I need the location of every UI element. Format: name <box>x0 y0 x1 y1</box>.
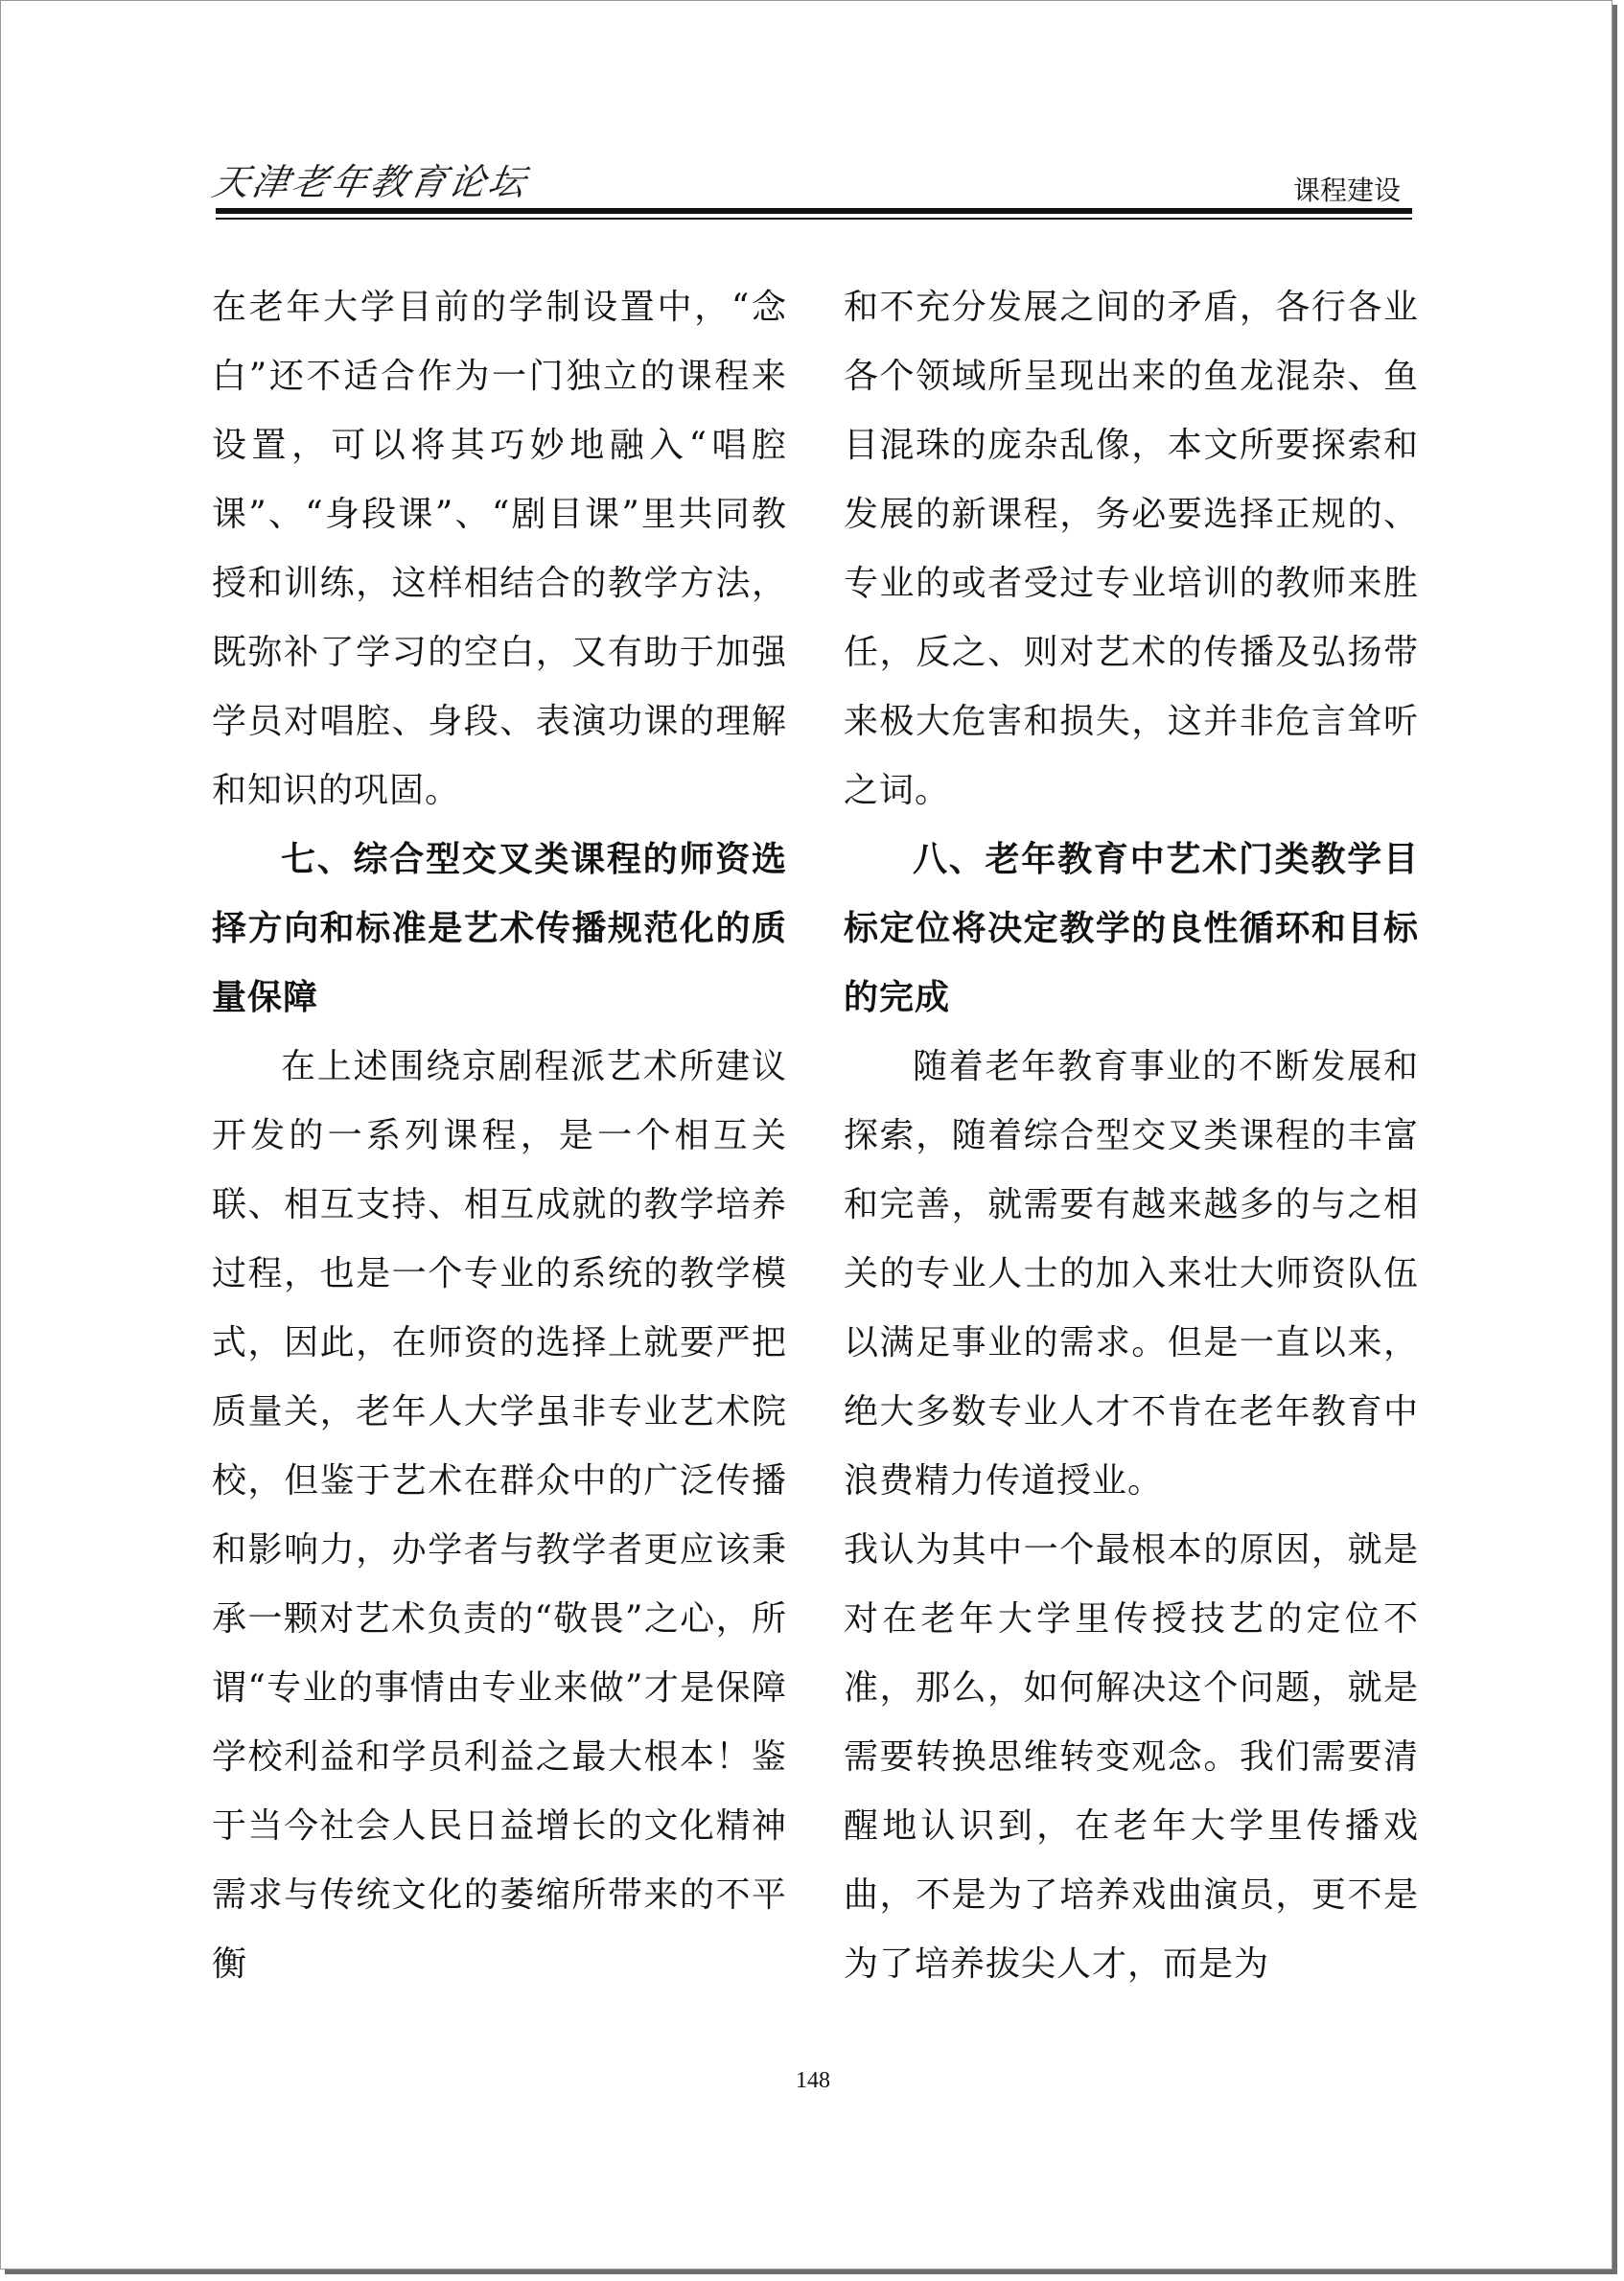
section-heading-7: 七、综合型交叉类课程的师资选择方向和标准是艺术传播规范化的质量保障 <box>212 840 787 1017</box>
paragraph: 和不充分发展之间的矛盾，各行各业各个领域所呈现出来的鱼龙混杂、鱼目混珠的庞杂乱像，本文所要探索和发展的新课程，务必要选择正规的、专业的或者受过专业培训的教师来胜任，反之、则对艺术的传播及弘扬带来极大危害和损失，这并非危言耸听之词。 <box>844 288 1419 810</box>
header-rule-thin <box>216 218 1412 220</box>
section-heading-8: 八、老年教育中艺术门类教学目标定位将决定教学的良性循环和目标的完成 <box>844 840 1419 1017</box>
paragraph: 我认为其中一个最根本的原因，就是对在老年大学里传授技艺的定位不准，那么，如何解决这个问题，就是需要转换思维转变观念。我们需要清醒地认识到，在老年大学里传播戏曲，不是为了培养戏曲演员，更不是为了培养拔尖人才，而是为 <box>844 1530 1419 1984</box>
section-title: 课程建设 <box>1292 175 1401 206</box>
right-column <box>844 273 1419 1999</box>
left-column <box>212 273 787 1999</box>
paragraph: 随着老年教育事业的不断发展和探索，随着综合型交叉类课程的丰富和完善，就需要有越来越多的与之相关的专业人士的加入来壮大师资队伍以满足事业的需求。但是一直以来，绝大多数专业人才不肯在老年教育中浪费精力传道授业。 <box>844 1047 1419 1501</box>
paragraph: 在上述围绕京剧程派艺术所建议开发的一系列课程，是一个相互关联、相互支持、相互成就的教学培养过程，也是一个专业的系统的教学模式，因此，在师资的选择上就要严把质量关，老年人大学虽非专业艺术院校，但鉴于艺术在群众中的广泛传播和影响力，办学者与教学者更应该秉承一颗对艺术负责的“敬畏”之心，所谓“专业的事情由专业来做”才是保障学校利益和学员利益之最大根本！鉴于当今社会人民日益增长的文化精神需求与传统文化的萎缩所带来的不平衡 <box>212 1047 787 1984</box>
header-rule-thick <box>216 208 1412 214</box>
page-number: 148 <box>796 2068 830 2093</box>
journal-logo: 天津老年教育论坛 <box>209 161 532 203</box>
paragraph: 在老年大学目前的学制设置中，“念白”还不适合作为一门独立的课程来设置，可以将其巧妙地融入“唱腔课”、“身段课”、“剧目课”里共同教授和训练，这样相结合的教学方法，既弥补了学习的空白，又有助于加强学员对唱腔、身段、表演功课的理解和知识的巩固。 <box>212 288 787 810</box>
